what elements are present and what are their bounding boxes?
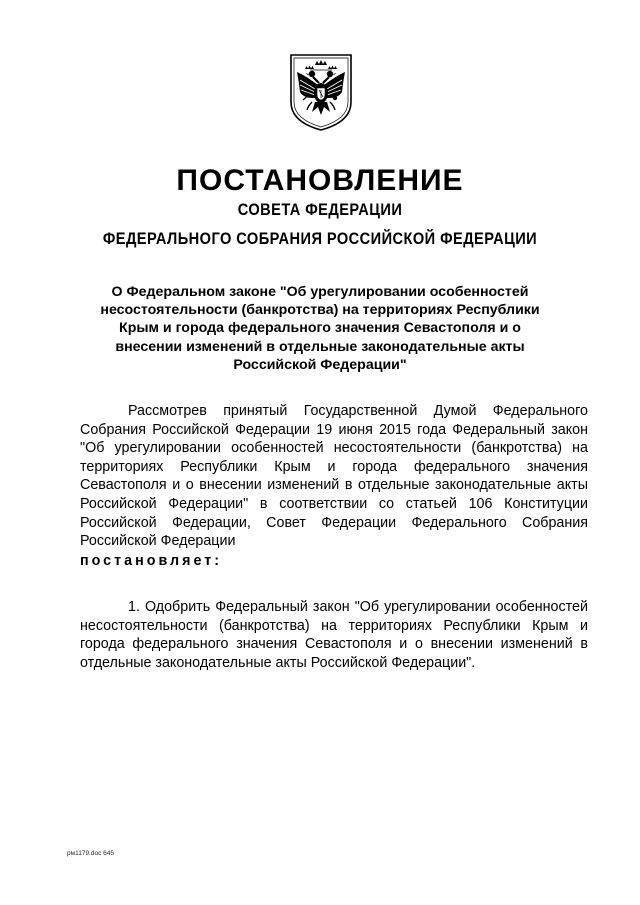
preamble-paragraph: Рассмотрев принятый Государственной Думой Федерального Собрания Российской Федерации 19 июня 2015 года Федеральный закон "Об урегулировании особенностей несостоятельности (банкротства) на территориях Республики Крым и города федерального значения Севастополя и о внесении изменений в отдельные законодательные акты Российской Федерации" в соответствии со статьей 106 Конституции Российской Федерации, Совет Федерации Федерального Собрания Российской Федерации <box>80 403 588 550</box>
document-subtitle-council: СОВЕТА ФЕДЕРАЦИИ <box>237 200 403 219</box>
decree-word: постановляет: <box>80 553 223 569</box>
document-subject: О Федеральном законе "Об урегулировании особенностей несостоятельности (банкротства) на территориях Республики Крым и города федерального значения Севастополя и о внесении изменений в отдельные законодательные акты Российской Федерации" <box>100 284 540 373</box>
clause-1-paragraph: 1. Одобрить Федеральный закон "Об урегулировании особенностей несостоятельности (банкротства) на территориях Республики Крым и города федерального значения Севастополя и о внесении изменений в отдельные законодательные акты Российской Федерации". <box>80 599 588 671</box>
document-subtitle-assembly: ФЕДЕРАЛЬНОГО СОБРАНИЯ РОССИЙСКОЙ ФЕДЕРАЦИИ <box>102 229 538 248</box>
russian-coat-of-arms-icon <box>288 52 354 132</box>
document-footer-code: рм1179.doc 645 <box>67 850 114 857</box>
document-title: ПОСТАНОВЛЕНИЕ <box>176 164 464 197</box>
